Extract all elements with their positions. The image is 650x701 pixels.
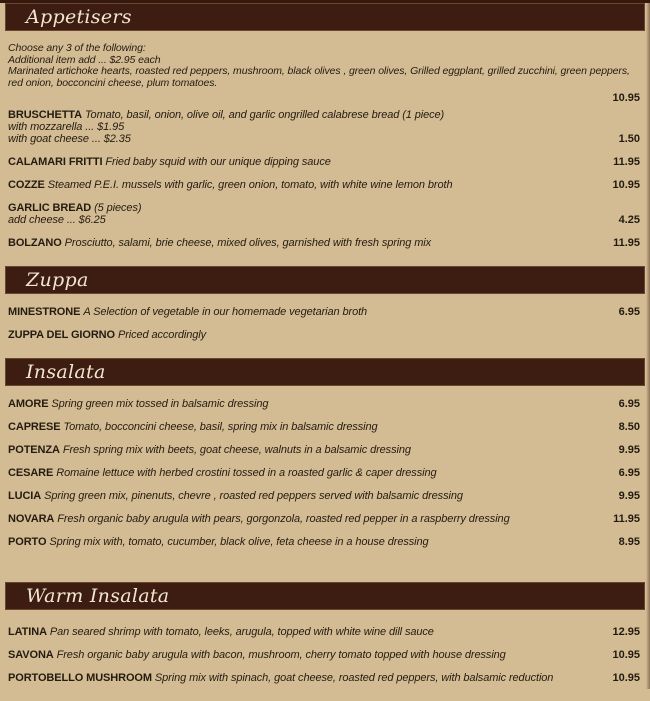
item-description: Steamed P.E.I. mussels with garlic, green onion, tomato, with white wine lemon broth xyxy=(47,179,453,191)
item-text xyxy=(8,672,612,684)
item-description: Fried baby squid with our unique dipping sauce xyxy=(105,156,331,168)
section-title: Insalata xyxy=(26,361,106,383)
menu-item-calamari-fritti xyxy=(8,156,640,168)
item-name: GARLIC BREAD xyxy=(8,202,92,214)
appetisers-intro xyxy=(8,43,640,104)
item-name: PORTOBELLO MUSHROOM xyxy=(8,672,152,684)
section-insalata xyxy=(0,358,650,565)
item-name: CAPRESE xyxy=(8,421,61,433)
item-name: MINESTRONE xyxy=(8,306,81,318)
item-description: Fresh spring mix with beets, goat cheese, walnuts in a balsamic dressing xyxy=(62,444,411,456)
item-name: SAVONA xyxy=(8,649,54,661)
item-option: add cheese ... $6.25 xyxy=(8,214,106,226)
item-text xyxy=(8,179,612,191)
menu-item-lucia xyxy=(8,490,640,502)
item-text xyxy=(8,421,619,433)
item-price: 1.50 xyxy=(618,133,640,145)
item-name: ZUPPA DEL GIORNO xyxy=(8,329,115,341)
menu-item-portobello-mushroom xyxy=(8,672,640,684)
section-zuppa xyxy=(0,266,650,358)
section-warm-insalata xyxy=(0,582,650,701)
item-description: Spring green mix, pinenuts, chevre , roasted red peppers served with balsamic dressing xyxy=(44,490,463,502)
item-text xyxy=(8,649,612,661)
item-price: 11.95 xyxy=(613,156,640,168)
item-text xyxy=(8,109,619,145)
item-description: Fresh organic baby arugula with bacon, mushroom, cherry tomato topped with house dressing xyxy=(56,649,506,661)
item-option: with goat cheese ... $2.35 xyxy=(8,133,131,145)
item-name: CALAMARI FRITTI xyxy=(8,156,103,168)
item-text xyxy=(8,398,619,410)
section-content-appetisers xyxy=(0,31,650,266)
item-text xyxy=(8,513,613,525)
item-name: NOVARA xyxy=(8,513,55,525)
section-content-zuppa xyxy=(0,294,650,358)
menu-item-latina xyxy=(8,626,640,638)
intro-line: Additional item add ... $2.95 each xyxy=(8,53,161,66)
menu-item-garlic-bread xyxy=(8,202,640,226)
item-price: 10.95 xyxy=(612,649,640,661)
item-text xyxy=(8,329,640,341)
item-text xyxy=(8,490,619,502)
item-description: A Selection of vegetable in our homemade vegetarian broth xyxy=(83,306,368,318)
item-description: Prosciutto, salami, brie cheese, mixed olives, garnished with fresh spring mix xyxy=(64,237,432,249)
item-text xyxy=(8,306,619,318)
item-price: 9.95 xyxy=(618,444,640,456)
item-price: 6.95 xyxy=(618,306,640,318)
menu-item-minestrone xyxy=(8,306,640,318)
item-option: with mozzarella ... $1.95 xyxy=(8,121,125,133)
item-price: 9.95 xyxy=(618,490,640,502)
item-name: CESARE xyxy=(8,467,54,479)
menu-item-savona xyxy=(8,649,640,661)
item-description: Fresh organic baby arugula with pears, gorgonzola, roasted red pepper in a raspberry dressing xyxy=(57,513,510,525)
item-text xyxy=(8,626,612,638)
section-header-zuppa xyxy=(5,266,645,294)
item-price: 10.95 xyxy=(612,179,640,191)
item-name: BRUSCHETTA xyxy=(8,109,82,121)
item-price: 10.95 xyxy=(612,92,640,104)
item-text xyxy=(8,536,619,548)
section-header-insalata xyxy=(5,358,645,386)
section-title: Zuppa xyxy=(26,269,89,291)
item-name: PORTO xyxy=(8,536,47,548)
item-price: 8.95 xyxy=(618,536,640,548)
item-description: Romaine lettuce with herbed crostini tossed in a roasted garlic & caper dressing xyxy=(56,467,437,479)
item-text xyxy=(8,467,619,479)
section-header-appetisers xyxy=(5,3,645,31)
item-text xyxy=(8,202,619,226)
menu-item-novara xyxy=(8,513,640,525)
menu-item-caprese xyxy=(8,421,640,433)
item-text xyxy=(8,444,619,456)
item-description: Spring mix with spinach, goat cheese, roasted red peppers, with balsamic reduction xyxy=(154,672,554,684)
item-description: Priced accordingly xyxy=(117,329,207,341)
item-price: 6.95 xyxy=(618,467,640,479)
item-price: 11.95 xyxy=(613,237,640,249)
page-top-edge xyxy=(0,0,650,3)
section-content-warm-insalata xyxy=(0,610,650,701)
item-description: Spring green mix tossed in balsamic dressing xyxy=(51,398,269,410)
item-description: Tomato, basil, onion, olive oil, and garlic ongrilled calabrese bread (1 piece) xyxy=(84,109,445,121)
item-price: 11.95 xyxy=(613,513,640,525)
section-content-insalata xyxy=(0,386,650,565)
item-description: Spring mix with, tomato, cucumber, black olive, feta cheese in a house dressing xyxy=(49,536,429,548)
section-title: Warm Insalata xyxy=(26,585,170,607)
section-title: Appetisers xyxy=(26,6,132,28)
menu-item-amore xyxy=(8,398,640,410)
item-name: LATINA xyxy=(8,626,47,638)
menu-item-cesare xyxy=(8,467,640,479)
item-name: BOLZANO xyxy=(8,237,62,249)
item-price: 12.95 xyxy=(612,626,640,638)
menu-item-potenza xyxy=(8,444,640,456)
item-price: 6.95 xyxy=(618,398,640,410)
item-text xyxy=(8,237,613,249)
intro-line: Marinated artichoke hearts, roasted red peppers, mushroom, black olives , green olives, Grilled eggplant, grilled zucchini, green peppers, red onion, bocconcini cheese, plum tomatoes. xyxy=(8,65,630,89)
intro-line: Choose any 3 of the following: xyxy=(8,42,146,54)
item-price: 4.25 xyxy=(618,214,640,226)
item-description: Pan seared shrimp with tomato, leeks, arugula, topped with white wine dill sauce xyxy=(49,626,434,638)
menu-item-zuppa-del-giorno xyxy=(8,329,640,341)
item-price: 8.50 xyxy=(618,421,640,433)
item-description: Tomato, bocconcini cheese, basil, spring mix in balsamic dressing xyxy=(63,421,378,433)
item-text xyxy=(8,156,613,168)
menu-item-bolzano xyxy=(8,237,640,249)
menu-item-cozze xyxy=(8,179,640,191)
section-appetisers xyxy=(0,3,650,266)
item-name: AMORE xyxy=(8,398,49,410)
item-description: (5 pieces) xyxy=(94,202,142,214)
item-name: POTENZA xyxy=(8,444,60,456)
menu-item-porto xyxy=(8,536,640,548)
item-name: LUCIA xyxy=(8,490,42,502)
item-name: COZZE xyxy=(8,179,45,191)
menu-item-bruschetta xyxy=(8,109,640,145)
item-price: 10.95 xyxy=(612,672,640,684)
section-header-warm-insalata xyxy=(5,582,645,610)
